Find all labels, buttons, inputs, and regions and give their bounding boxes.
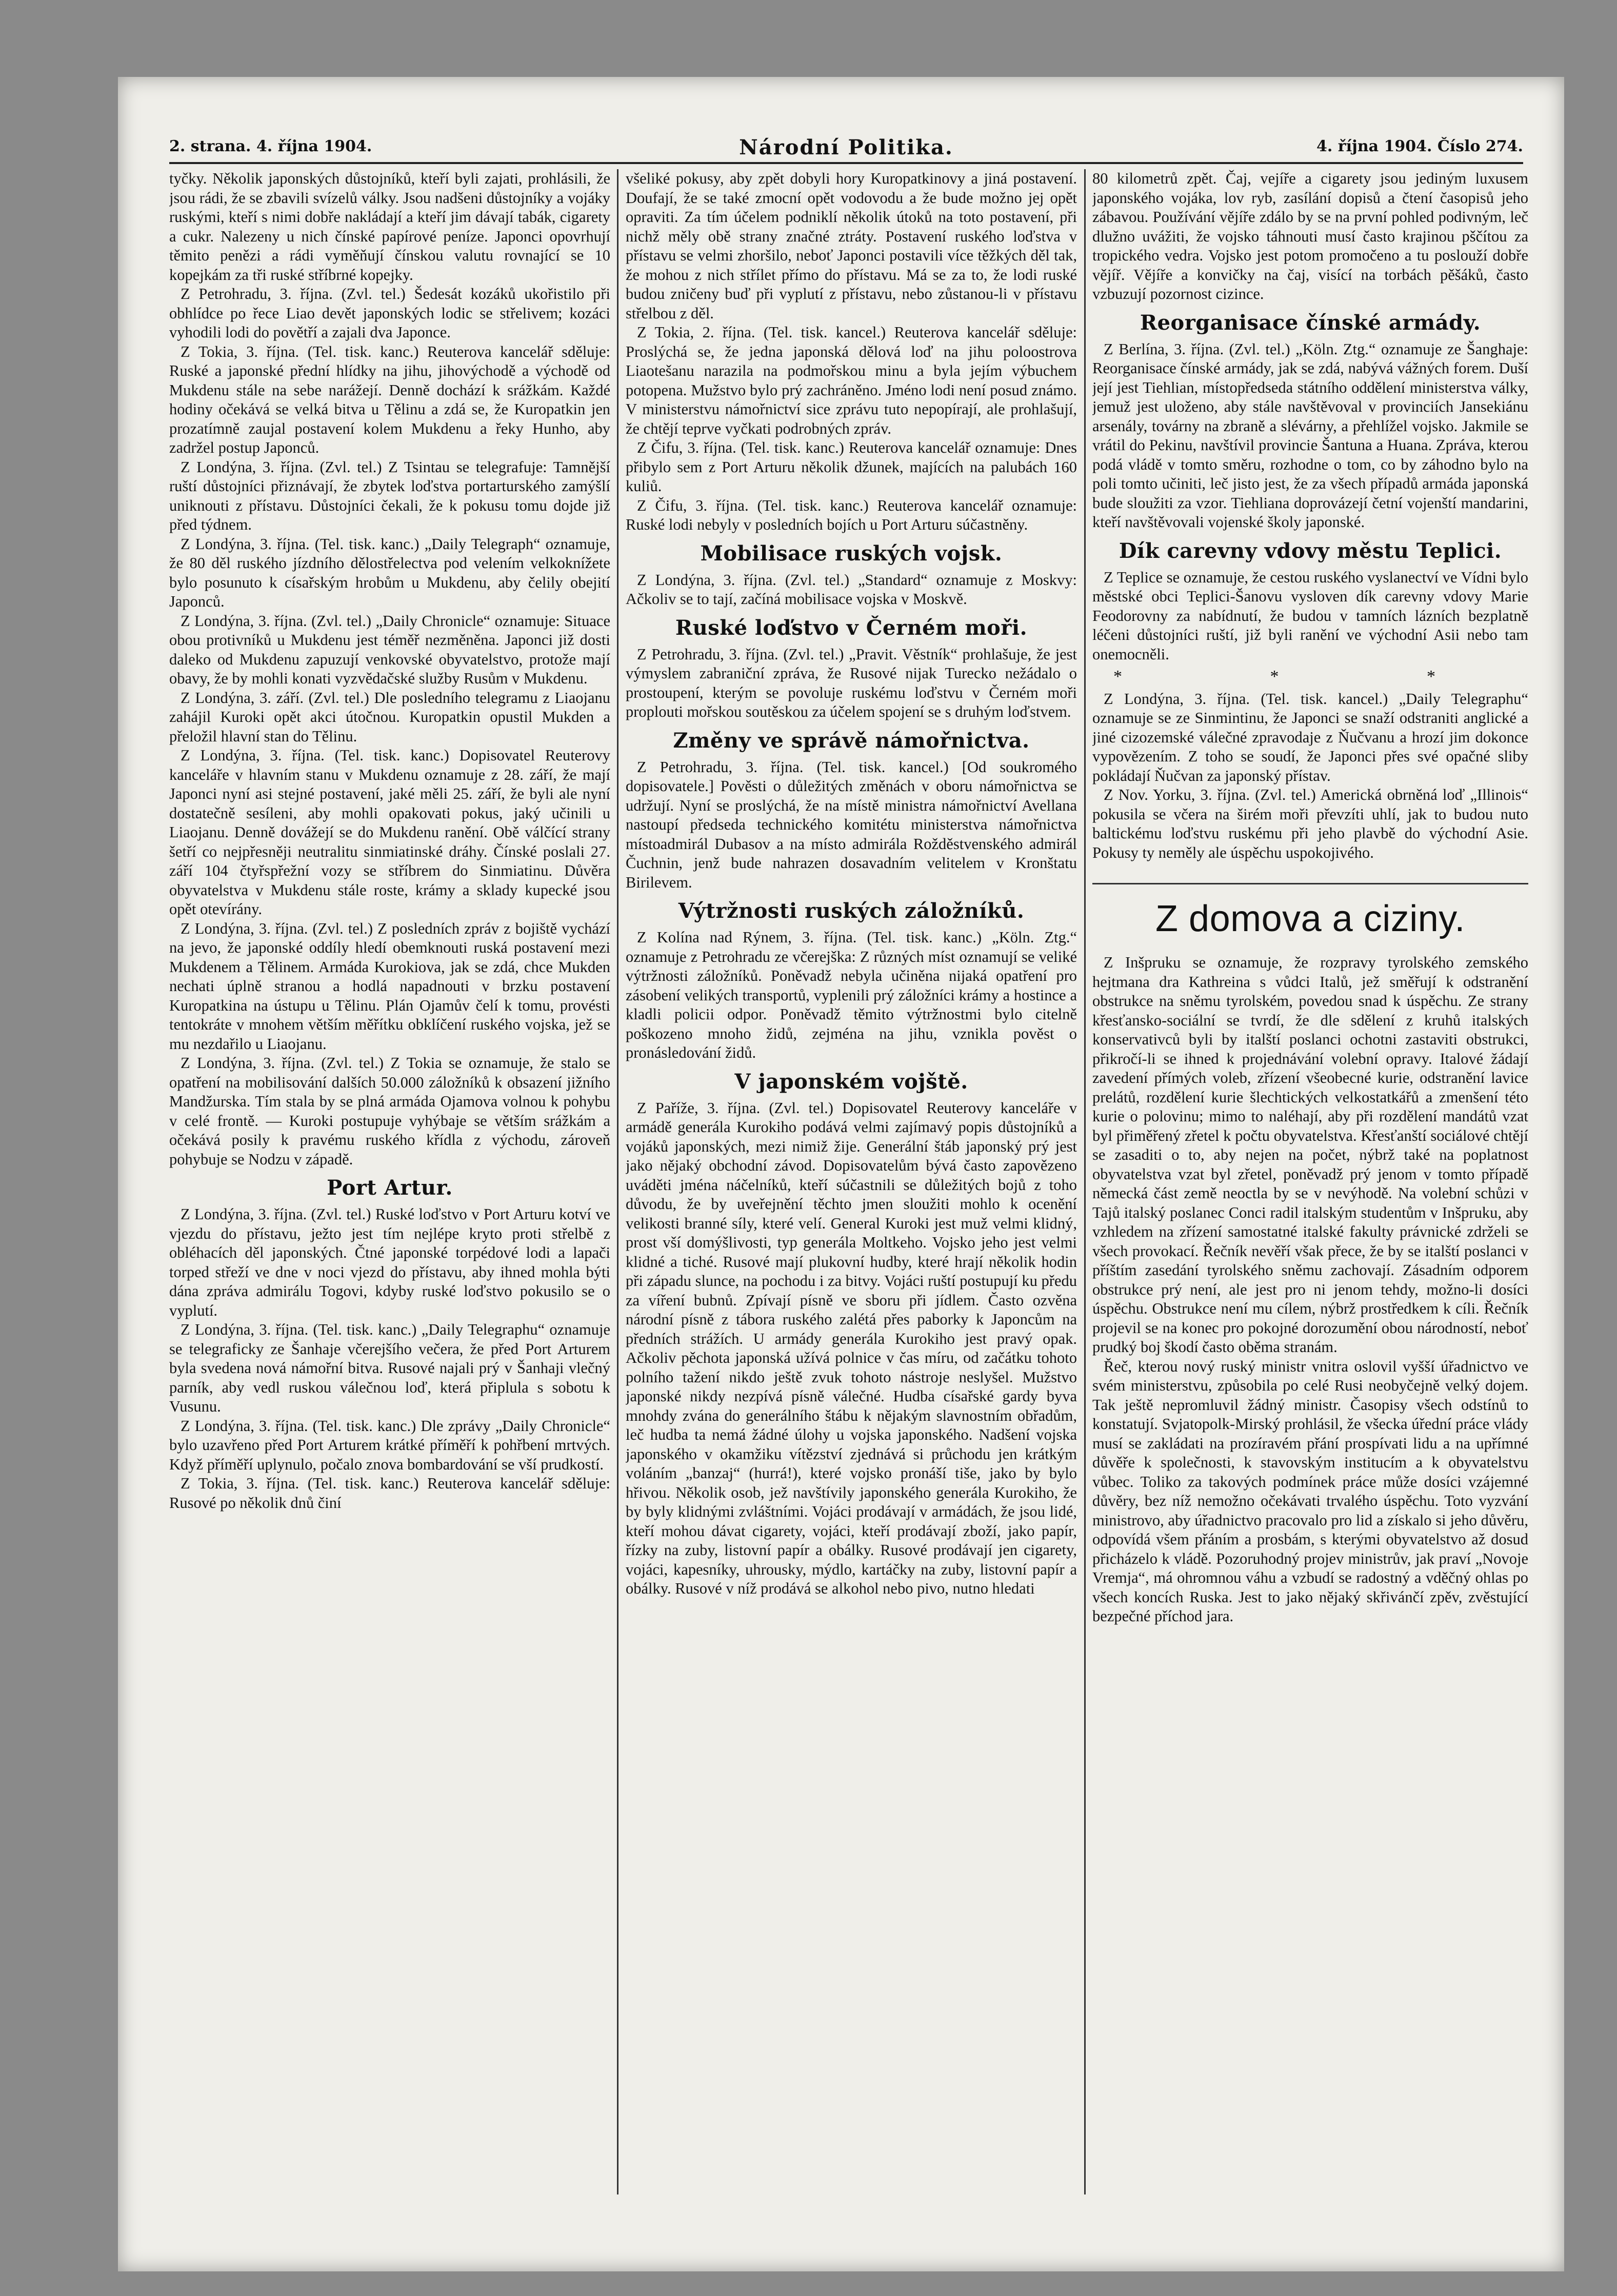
article-paragraph: Řeč, kterou nový ruský ministr vnitra oslovil vyšší úřadnictvo ve svém ministerstvu, způsobila po celé Rusi neobyčejně velký dojem. Tak ještě nepromluvil žádný ministr. Časopisy všech odstínů to konstatují. Svjatopolk-Mirský prohlásil, že všecka úřední práce vlády musí se zakládati na prozíravém přání prospívati lidu a na upřímné důvěře k společnosti, k stavovským institucím a k obyvatelstvu vůbec. Toliko za takových podmínek práce může dosíci vzájemné důvěry, bez níž nemožno očekávati trvalého úspěchu. Toto vyzvání ministrovo, aby úřadnictvo pracovalo pro lid a získalo si jeho důvěru, odpovídá všem přáním a prosbám, s kterými obyvatelstvo až dosud přicházelo k vládě. Pozoruhodný projev ministrův, jak praví „Novoje Vremja“, má ohromnou váhu a vzbudí se radostný a vděčný ohlas po všech koncích Ruska. Jest to jako nějaký skřivánčí zpěv, zvěstující bezpečné příchod jara. [1092,1357,1528,1625]
section-heading: Změny ve správě námořnictva. [673,728,1030,753]
article-paragraph: tyčky. Několik japonských důstojníků, kteří byli zajati, prohlásili, že jsou rádi, že se zbavili svízelů války. Jsou nadšeni důstojníky a vojáky ruskými, kteří s nimi dobře nakládají a kteří jim dávají tabák, cigarety a cukr. Nalezeny u nich čínské papírové peníze. Japonci opovrhují těmito penězi a rádi vyměňují čínskou valutu rovnající se 10 kopejkám za tři ruské stříbrné kopejky. [169,170,610,284]
article-paragraph: Z Londýna, 3. října. (Zvl. tel.) Z posledních zpráv z bojiště vychází na jevo, že japonské oddíly hledí obemknouti ruská postavení mezi Mukdenem a Tělinem. Armáda Kurokiova, jak se zdá, chce Mukden nechati úplně stranou a hodlá napadnouti v brzku postavení Kuropatkina na ústupu u Tělinu. Plán Ojamův čelí k tomu, provésti tentokráte v mnohem větším měřítku obklíčení ruského vojska, jež se mu nezdařilo u Liaojanu. [169,919,610,1053]
article-paragraph: Z Londýna, 3. října. (Tel. tisk. kanc.) „Daily Telegraphu“ oznamuje se telegraficky ze Šanhaje včerejšího večera, že před Port Arturem byla svedena nová námořní bitva. Rusové najali prý v Šanhaji vlečný parník, aby vedl ruskou válečnou loď, která připlula s sobotu k Vusunu. [169,1321,610,1415]
section-heading: Port Artur. [327,1176,453,1200]
column-1 [169,169,610,2241]
article-paragraph: Z Čifu, 3. října. (Tel. tisk. kanc.) Reuterova kancelář oznamuje: Dnes přibylo sem z Port Arturu několik džunek, majících na palubách 160 kuliů. [626,439,1077,495]
page-header [169,133,1523,164]
section-heading: V japonském vojště. [734,1069,968,1094]
article-paragraph: Z Londýna, 3. září. (Zvl. tel.) Dle posledního telegramu z Liaojanu zahájil Kuroki opět akci útočnou. Kuropatkin opustil Mukden a přeložil hlavní stan do Tělinu. [169,689,610,745]
article-paragraph: Z Petrohradu, 3. října. (Zvl. tel.) „Pravit. Věstník“ prohlašuje, že jest výmyslem zabraniční zpráva, že Rusové nijak Turecko nežádalo o prostoupení, kterým se povoluje ruskému loďstvu v Černém moři proplouti mořskou soutěskou za účelem spojení se s druhým loďstvem. [626,645,1077,720]
article-paragraph: Z Berlína, 3. října. (Zvl. tel.) „Köln. Ztg.“ oznamuje ze Šanghaje: Reorganisace čínské armády, jak se zdá, nabývá vážných forem. Duší její jest Tiehlian, místopředseda státního oddělení ministerstva války, jemuž jest uloženo, aby stále navštěvoval v provinciích Jansekiánu arsenály, továrny na zbraně a slévárny, a přehlížel vojsko. Jakmile se vrátil do Pekinu, navštívil provincie Šantuna a Huana. Zpráva, kterou podá vládě v tomto směru, rozhodne o tom, co by záhodno bylo na poli tomto učiniti, leč jisto jest, že za všech případů armáda japonská bude sloužiti za vzor. Tiehliana doprovázejí četní vojenští mandarini, kteří navštěvovali vojenské školy japonské. [1092,340,1528,531]
article-paragraph: Z Tokia, 3. října. (Tel. tisk. kanc.) Reuterova kancelář sděluje: Rusové po několik dnů činí [169,1475,610,1512]
article-paragraph: Z Paříže, 3. října. (Zvl. tel.) Dopisovatel Reuterovy kanceláře v armádě generála Kurokiho podává velmi zajímavý popis důstojníků a vojáků japonských, mezi nimiž žije. Generální štáb japonský prý jest jako nějaký obchodní závod. Dopisovatelům bývá často zapovězeno uváděti jména náčelníků, kteří súčastnili se důležitých bojů z toho důvodu, že by uveřejnění těchto jmen sloužiti mohlo k ocenění velikosti branné síly, které velí. General Kuroki jest muž velmi klidný, prost vší domýšlivosti, typ generála Moltkeho. Vojsko jeho jest velmi klidné a tiché. Rusové mají plukovní hudby, které hrají několik hodin při západu slunce, na pochodu i za bitvy. Vojáci ruští postupují ku předu za víření bubnů. Zpívají písně ve sboru při jídlem. Často ozvěna národní písně z tábora ruského zalétá přes paborky k Japoncům na předních strážích. U armády generála Kurokiho jest pravý opak. Ačkoliv pěchota japonská užívá polnice v čas míru, od začátku tohoto polního tažení nikdo ještě zvuk tohoto nástroje neslyšel. Mužstvo japonské nikdy nezpívá písně válečné. Hudba císařské gardy byva mnohdy zvána do generálního štábu k nějakým slavnostním obřadům, leč hudba ta nemá žádné úlohy u vojska japonského. Nadšení vojska japonského v okamžiku vítězství zjednává si průchodu jen krátkým voláním „banzaj“ (hurrá!), které vojsko pronáší tiše, jako by bylo hřivou. Několik osob, jež navštívily japonského generála Kurokiho, že by byly klidnými zvláštními. Vojáci prodávají v armádách, že jsou lidé, kteří mohou dávat cigarety, vojáci, kteří prodávají zboží, jako papír, řízky na zuby, listovní papír a obálky. Rusové prodávají jen cigarety, vojáci, kapesníky, uhrousky, mýdlo, kartáčky na zuby, listovní papír a obálky. Rusové v níž prodává se alkohol nebo pivo, nutno hledati [626,1099,1077,1597]
section-separator-stars: * * * [1113,667,1507,686]
article-paragraph: Z Londýna, 3. října. (Tel. tisk. kanc.) Dopisovatel Reuterovy kanceláře v hlavním stanu v Mukdenu oznamuje z 28. září, že mají Japonci nyní asi stejné postavení, jaké měli 25. září, že byli ale nyní dostatečně sesíleni, aby mohli opakovati pokus, jaký učinili u Liaojanu. Denně dovážejí se do Mukdenu ranění. Obě válčící strany šetří co nejpřesněji neutralitu sinmiatinské dráhy. Čínské poslali 27. září 104 čtyřspřežní vozy se stříbrem do Sinmiatinu. Důvěra obyvatelstva v Mukdenu stále roste, krámy a sklady kupecké jsou opět otevírány. [169,747,610,918]
article-paragraph: Z Tokia, 3. října. (Tel. tisk. kanc.) Reuterova kancelář sděluje: Ruské a japonské přední hlídky na jihu, jihovýchodě a východě od Mukdenu stále na sebe narážejí. Denně dochází k srážkám. Každé hodiny očekává se velká bitva u Tělinu a zdá se, že Kuropatkin jen prozatímně zaujal postavení kolem Mukdenu a řeky Hunho, aby zadržel postup Japonců. [169,343,610,456]
masthead-title: Národní Politika. [739,135,953,159]
article-paragraph: Z Čifu, 3. října. (Tel. tisk. kanc.) Reuterova kancelář oznamuje: Ruské lodi nebyly v posledních bojích u Port Arturu súčastněny. [626,496,1077,533]
article-paragraph: Z Londýna, 3. října. (Tel. tisk. kanc.) Dle zprávy „Daily Chronicle“ bylo uzavřeno před Port Arturem krátké příměří k pohřbení mrtvých. Když příměří uplynulo, počalo znova bombardování se vší prudkostí. [169,1417,610,1473]
column-2 [626,169,1077,2241]
section-heading: Ruské loďstvo v Černém moři. [675,615,1028,640]
column-divider [617,169,618,2194]
column-3 [1092,169,1528,2241]
article-paragraph: Z Londýna, 3. října. (Zvl. tel.) „Standard“ oznamuje z Moskvy: Ačkoliv se to tají, začíná mobilisace vojska v Moskvě. [626,571,1077,608]
section-heading-main: Z domova a ciziny. [1092,883,1528,941]
article-paragraph: Z Teplice se oznamuje, že cestou ruského vyslanectví ve Vídni bylo městské obci Teplici-Šanovu vysloven dík carevny vdovy Marie Feodorovny za nabídnutí, že budou v tamních lázních bezplatně léčeni důstojníci ruští, již byli ranění ve východní Asii nebo tam onemocněli. [1092,568,1528,663]
section-heading: Výtržnosti ruských záložníků. [678,899,1025,923]
article-paragraph: Z Nov. Yorku, 3. října. (Zvl. tel.) Americká obrněná loď „Illinois“ pokusila se včera na širém moři převzíti uhlí, jak to budou nuto baltickému loďstvu ruskému při jeho plavbě do východní Asie. Pokusy ty neměly ale úspěchu uspokojivého. [1092,786,1528,861]
newspaper-page [118,77,1564,2271]
article-paragraph: Z Londýna, 3. října. (Zvl. tel.) Ruské loďstvo v Port Arturu kotví ve vjezdu do přístavu, ježto jest tím nejlépe kryto proti střelbě z obléhacích děl japonských. Čtné japonské torpédové lodi a lapači torped střeží ve dne v noci vjezd do přístavu, aby ihned mohla býti dána zpráva admirálu Togovi, kdyby ruské loďstvo pokusilo se o vyplutí. [169,1205,610,1319]
article-paragraph: Z Londýna, 3. října. (Tel. tisk. kanc.) „Daily Telegraph“ oznamuje, že 80 děl ruského jízdního dělostřelectva pod velením velkoknížete bylo posunuto k císařským hrobům u Mukdenu, aby čelily obejití Japonců. [169,535,610,610]
article-paragraph: 80 kilometrů zpět. Čaj, vejíře a cigarety jsou jediným luxusem japonského vojáka, lov ryb, zasílání dopisů a čtení časopisů jeho zábavou. Používání vějíře zdálo by se na první pohled podivným, leč dlužno uvážiti, že vojsko táhnouti musí často krajinou pščítou za tropického vedra. Vojsko jest potom promočeno a tu poslouží dobře vějíř. Vějíře a konvičky na čaj, visící na torbách pěšáků, často vzbuzují pozornost cizince. [1092,170,1528,303]
article-paragraph: Z Londýna, 3. října. (Zvl. tel.) Z Tsintau se telegrafuje: Tamnější ruští důstojníci přiznávají, že zbytek loďstva portarturského zamýšlí uniknouti z přístavu. Důstojníci čekali, že k pokusu tomu dojde již před týdnem. [169,458,610,533]
column-divider [1084,169,1086,2194]
article-paragraph: Z Petrohradu, 3. října. (Tel. tisk. kancel.) [Od soukromého dopisovatele.] Pověsti o důležitých změnách v oboru námořnictva se udržují. Nyní se proslýchá, že na místě ministra námořnictví Avellana nastoupí předseda technického komitétu ministerstva námořnictva místoadmirál Dubasov a na místo admirála Rožděstvenského admirál Čuchnin, jenž bude nahrazen dosavadním velitelem v Kronštatu Birilevem. [626,758,1077,891]
article-paragraph: Z Londýna, 3. října. (Tel. tisk. kancel.) „Daily Telegraphu“ oznamuje se ze Sinmintinu, že Japonci se snaží odstraniti anglické a jiné cizozemské válečné zpravodaje z Ňučvanu a hrozí jim dokonce vypovězením. Z toho se soudí, že Japonci přes své opačné sliby pokládají Ňučvan za japonský přístav. [1092,690,1528,784]
header-issue-number: 4. října 1904. Číslo 274. [1316,137,1523,155]
section-heading: Reorganisace čínské armády. [1140,310,1481,335]
article-paragraph: Z Kolína nad Rýnem, 3. října. (Tel. tisk. kanc.) „Köln. Ztg.“ oznamuje z Petrohradu ze včerejška: Z různých míst oznamují se veliké výtržnosti záložníků. Poněvadž nebyla učiněna nijaká opatření pro zásobení velikých transportů, vyplenili prý záložníci krámy a hostince a kladli policii odpor. Poněvadž těmito výtržnostmi bylo citelně poškozeno mnoho židů, zejména na jihu, vznikla pověst o pronásledování židů. [626,929,1077,1061]
article-paragraph: Z Tokia, 2. října. (Tel. tisk. kancel.) Reuterova kancelář sděluje: Proslýchá se, že jedna japonská dělová loď na jihu poloostrova Liaotešanu narazila na podmořskou minu a byla jejím výbuchem potopena. Mužstvo bylo prý zachráněno. Jméno lodi není posud známo. V ministerstvu námořnictví sice zprávu tuto nepopírají, ale prohlašují, že chtějí teprve vyčkati podrobných zpráv. [626,324,1077,437]
section-heading: Dík carevny vdovy městu Teplici. [1119,538,1502,563]
article-paragraph: všeliké pokusy, aby zpět dobyli hory Kuropatkinovy a jiná postavení. Doufají, že se také zmocní opět vodovodu a že bude možno jej opět opraviti. Za tím účelem podniklí několik útoků na toto postavení, při nichž měly obě strany značné ztráty. Postavení ruského loďstva v přístavu se velmi zhoršilo, neboť Japonci postavili více těžkých děl tak, že mohou z nich střílet přímo do přístavu. Má se za to, že lodi ruské budou zničeny buď při vyplutí z přístavu, nebo zůstanou-li v přístavu střelbou z děl. [626,170,1077,322]
section-heading: Mobilisace ruských vojsk. [700,541,1003,566]
header-page-date: 2. strana. 4. října 1904. [169,137,372,155]
article-paragraph: Z Inšpruku se oznamuje, že rozpravy tyrolského zemského hejtmana dra Kathreina s vůdci Italů, jež směřují k odstranění obstrukce na sněmu tyrolském, povedou snad k úspěchu. Ze strany křesťansko-sociální se tvrdí, že dle sdělení z kruhů italských konservativců byli by italští poslanci ochotni zastaviti obstrukci, přikročí-li se ihned k projednávání volební opravy. Italové žádají zavedení přímých voleb, zřízení všeobecné kurie, odstranění lavice prelátů, rozdělení kurie šlechtických velkostatkářů a zmenšení této kurie o polovinu; mimo to naléhají, aby při rozdělení mandátů vzat byl přiměřený zřetel k počtu obyvatelstva. Křesťanští sociálové chtějí se zasaditi o to, aby nejen na počet, nýbrž také na poplatnost obyvatelstva vzat byl zřetel, poněvadž prý jenom v tomto případě německá část země neoctla by se v nevýhodě. Na volební schůzi v Tajů italský poslanec Conci radil italským studentům v Inšpruku, aby vzhledem na zřízení samostatné italské fakulty právnické zdrželi se všech provokací. Řečník nevěří však přece, že by se italští poslanci v příštím zasedání tyrolského sněmu zachovají. Zásadním odporem obstrukce prý není, ale jest pro ni jenom tehdy, možno-li dosíci úspěchu. Obstrukce není mu cílem, nýbrž prostředkem k cíli. Řečník projevil se na konec pro pokojné dorozumění obou národností, neboť prudký boj škodí často oběma stranám. [1092,954,1528,1356]
article-paragraph: Z Petrohradu, 3. října. (Zvl. tel.) Šedesát kozáků ukořistilo při obhlídce po řece Liao devět japonských lodic se střelivem; kozáci vyhodili lodi do povětří a zajali dva Japonce. [169,285,610,341]
article-paragraph: Z Londýna, 3. října. (Zvl. tel.) Z Tokia se oznamuje, že stalo se opatření na mobilisování dalších 50.000 záložníků k obsazení jižního Mandžurska. Tím stala by se plná armáda Ojamova volnou k pohybu v celé frontě. — Kuroki postupuje vyhýbaje se větším srážkám a očekává posily k pravému ruského křídla z východu, zároveň pohybuje se Nodzu v západě. [169,1054,610,1168]
article-paragraph: Z Londýna, 3. října. (Zvl. tel.) „Daily Chronicle“ oznamuje: Situace obou protivníků u Mukdenu jest téměř nezměněna. Japonci již dosti daleko od Mukdenu zapuzují venkovské obyvatelstvo, protože mají obavy, že by mohli konati vyzvědačské služby Rusům v Mukdenu. [169,612,610,687]
